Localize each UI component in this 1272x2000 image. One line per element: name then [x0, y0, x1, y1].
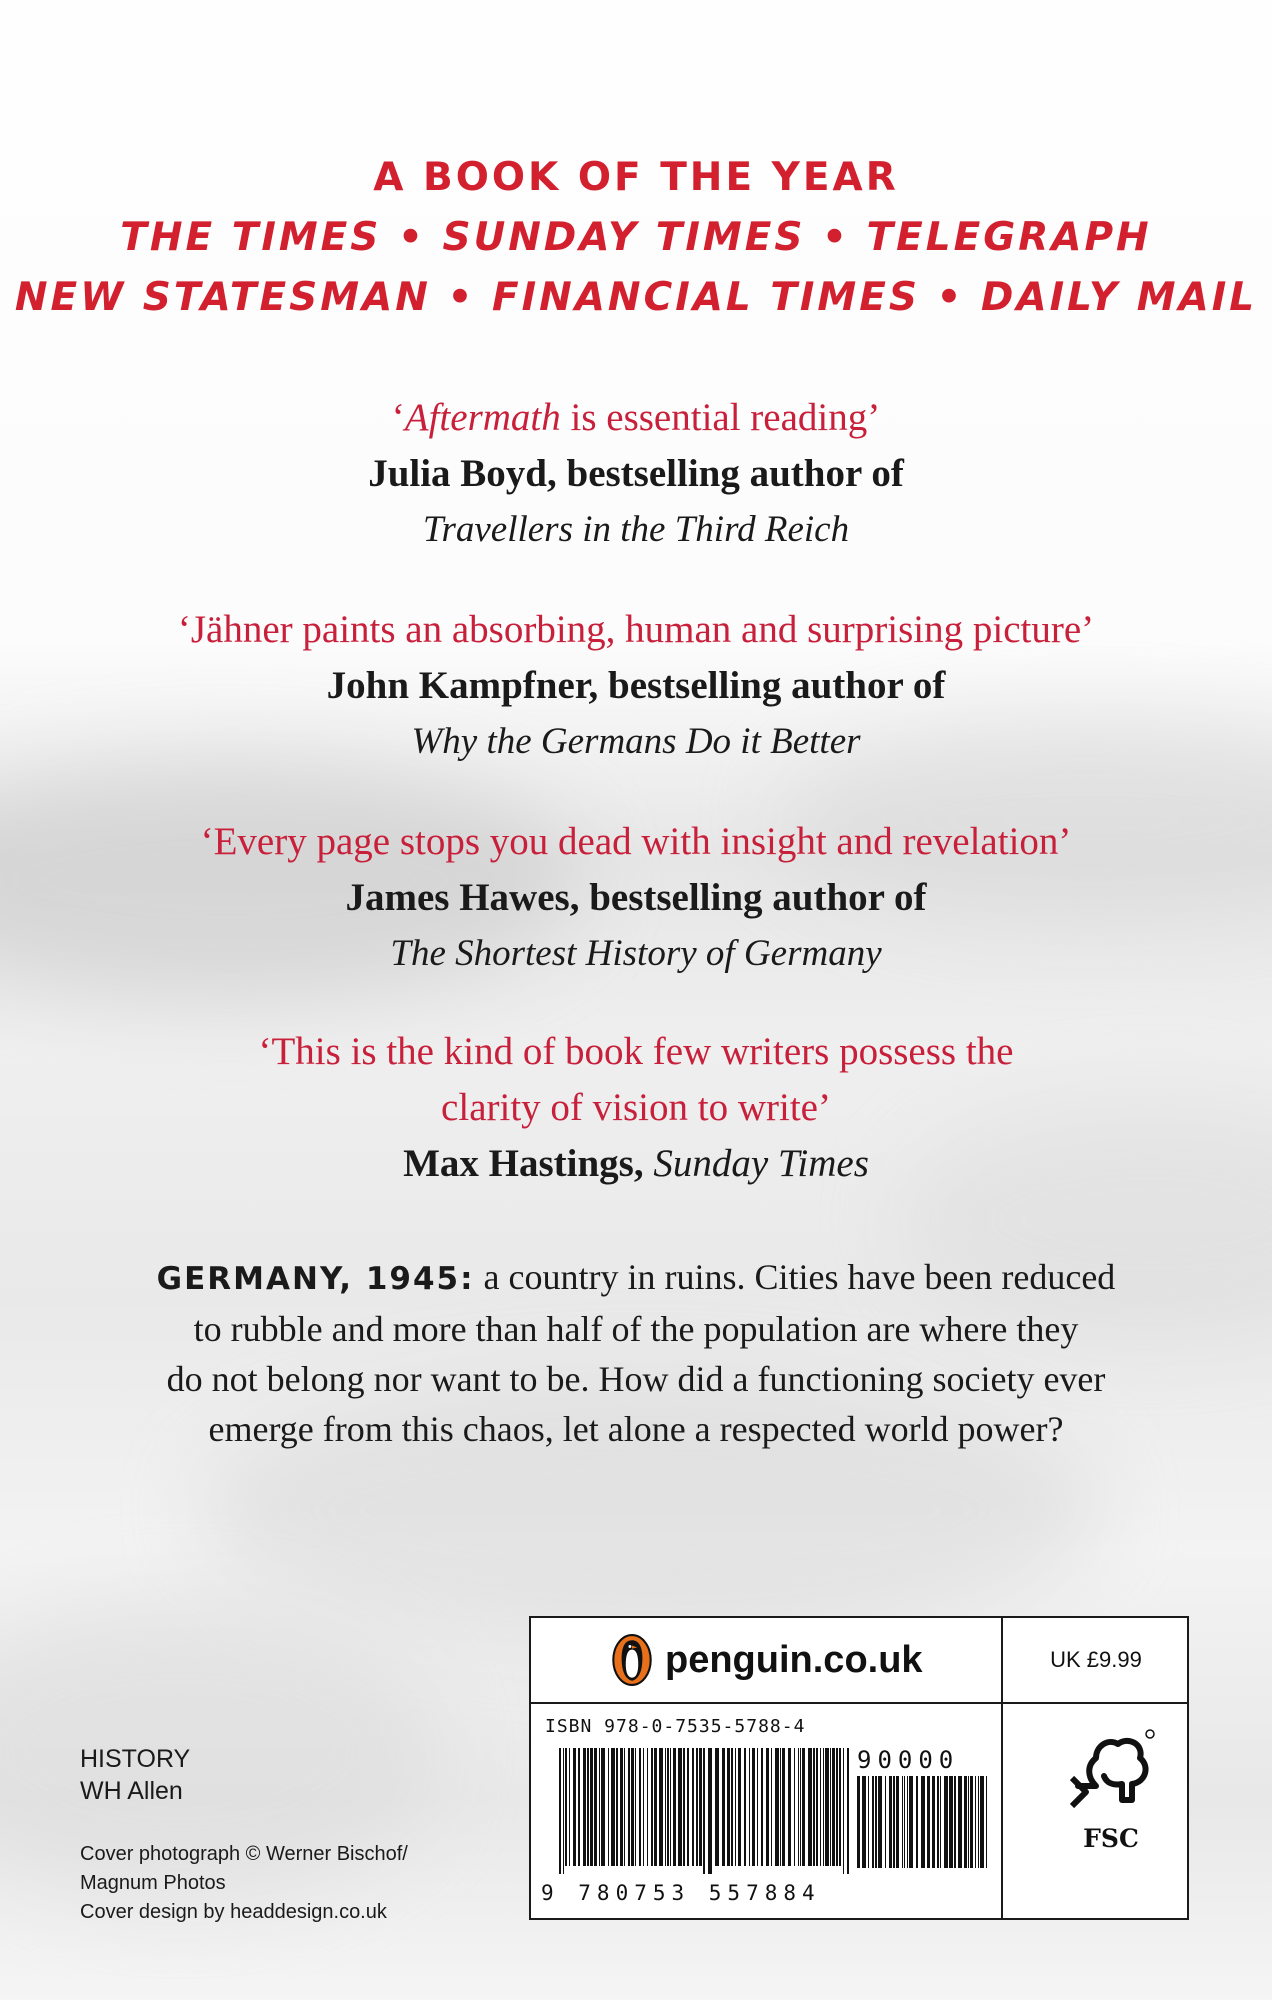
blurb-lead: GERMANY, 1945: [156, 1261, 475, 1297]
barcode-bar [608, 1748, 609, 1866]
barcode-bar [885, 1776, 886, 1868]
barcode-bar [708, 1748, 712, 1874]
barcode-bar [975, 1776, 976, 1868]
barcode-bar [771, 1748, 772, 1866]
credit-line: Magnum Photos [80, 1872, 226, 1894]
barcode-bar [958, 1776, 962, 1868]
barcode-bar [964, 1776, 967, 1868]
blurb [110, 1252, 1162, 1454]
isbn-text: ISBN 978-0-7535-5788-4 [545, 1716, 806, 1737]
barcode-bar [872, 1776, 874, 1868]
publisher-label: WH Allen [80, 1777, 183, 1805]
barcode-bar [830, 1748, 831, 1866]
review-quote [0, 1024, 1272, 1192]
credit-line: Cover design by headdesign.co.uk [80, 1901, 387, 1923]
barcode-bar [937, 1776, 939, 1868]
barcode-bar [954, 1776, 956, 1868]
penguin-website [611, 1632, 931, 1688]
barcode-bar [843, 1748, 844, 1874]
book-title: Aftermath [404, 396, 561, 439]
barcode-bar [820, 1748, 821, 1866]
quote-text: ‘Every page stops you dead with insight and revelation’ [200, 820, 1072, 863]
barcode-bar [904, 1776, 905, 1868]
barcode-bar [808, 1748, 812, 1866]
barcode-bar [916, 1776, 918, 1868]
barcode-bar [878, 1776, 882, 1868]
quote-work: The Shortest History of Germany [390, 933, 882, 974]
barcode-bar [921, 1776, 925, 1868]
blurb-text: to rubble and more than half of the population are where they [193, 1309, 1079, 1349]
barcode-bar [893, 1776, 895, 1868]
barcode-bar [673, 1748, 676, 1866]
penguin-logo-icon [611, 1633, 653, 1687]
barcode-bar [594, 1748, 597, 1866]
barcode-bar [587, 1748, 589, 1866]
barcode-bar [628, 1748, 630, 1866]
fsc-label: FSC [1083, 1824, 1139, 1853]
barcode-bar [731, 1748, 733, 1866]
quote-text: clarity of vision to write’ [441, 1086, 831, 1129]
barcode-bar [766, 1748, 769, 1866]
credit-line: Cover photograph © Werner Bischof/ [80, 1843, 408, 1865]
barcode-bar [862, 1776, 866, 1868]
barcode-bar [620, 1748, 623, 1866]
barcode-bar [601, 1748, 605, 1866]
review-quote: ‘Aftermath is essential reading’ Julia Boyd, bestselling author of Travellers in the Third Reich [0, 390, 1272, 558]
barcode-bar [635, 1748, 636, 1866]
barcode-bar [559, 1748, 561, 1874]
barcode-bar [703, 1748, 705, 1874]
barcode-bar [696, 1748, 698, 1866]
barcode-bar [857, 1776, 860, 1868]
barcode-bar [565, 1748, 567, 1866]
quote-text: is essential reading’ [560, 396, 881, 439]
barcode-bar [839, 1748, 841, 1866]
category-block [80, 1743, 190, 1807]
category-label: HISTORY [80, 1745, 191, 1773]
barcode-bar [752, 1748, 755, 1866]
quote-attribution: John Kampfner, bestselling author of [326, 664, 946, 707]
barcode-bar [907, 1776, 908, 1868]
price-label: UK £9.99 [1050, 1647, 1142, 1672]
barcode-bar [665, 1748, 666, 1866]
barcode-bar [949, 1776, 953, 1868]
quote-text: ‘Jähner paints an absorbing, human and surprising picture’ [177, 608, 1095, 651]
addon-digits: 90000 [857, 1746, 960, 1774]
review-quote [0, 814, 1272, 982]
barcode-bar [798, 1748, 799, 1866]
barcode-bar [715, 1748, 719, 1866]
barcode-bar [670, 1748, 671, 1866]
barcode-bar [813, 1748, 815, 1866]
barcode-bar [744, 1748, 746, 1866]
blurb-text: do not belong nor want to be. How did a functioning society ever [166, 1359, 1106, 1399]
barcode-bar [927, 1776, 930, 1868]
barcode-bar [757, 1748, 758, 1866]
barcode-bar [738, 1748, 741, 1866]
barcode-bar [590, 1748, 593, 1866]
review-quote [0, 602, 1272, 770]
barcode-bar [611, 1748, 615, 1866]
quote-attribution: Max Hastings, [403, 1142, 644, 1185]
barcode-bar [624, 1748, 625, 1866]
barcode-bar [678, 1748, 682, 1866]
fsc-logo [1051, 1726, 1171, 1886]
quote-text: ‘This is the kind of book few writers possess the [258, 1030, 1014, 1073]
barcode-bar [782, 1748, 785, 1866]
quote-attribution: Julia Boyd, bestselling author of [368, 452, 904, 495]
barcode-bar [616, 1748, 618, 1866]
barcode-bar [940, 1776, 941, 1868]
quote-attribution: James Hawes, bestselling author of [345, 876, 927, 919]
barcode-bar [794, 1748, 795, 1866]
barcode-bar [573, 1748, 576, 1866]
barcode-bar [583, 1748, 586, 1866]
barcode-bar [800, 1748, 801, 1866]
barcode-bar [788, 1748, 791, 1866]
quote-publication: Sunday Times [653, 1142, 869, 1185]
barcode-bar [836, 1748, 838, 1866]
barcode-bar [569, 1748, 570, 1866]
barcode-bar [932, 1776, 935, 1868]
barcode-bar [683, 1748, 685, 1866]
barcode-bar [889, 1776, 892, 1868]
barcode-bar [667, 1748, 669, 1866]
quote-work: Why the Germans Do it Better [411, 721, 861, 762]
blurb-text: a country in ruins. Cities have been reduced [474, 1257, 1116, 1297]
barcode-bar [909, 1776, 913, 1868]
barcode-bar [647, 1748, 648, 1866]
barcode-bars [559, 1748, 849, 1874]
book-of-year-banner [0, 155, 1272, 338]
award-line: A BOOK OF THE YEAR [373, 155, 899, 200]
award-publications-line: NEW STATESMAN • FINANCIAL TIMES • DAILY MAIL [14, 275, 1258, 320]
barcode-bar [775, 1748, 779, 1866]
barcode-bar [825, 1748, 829, 1866]
barcode-bar [749, 1748, 750, 1866]
blurb-text: emerge from this chaos, let alone a respected world power? [208, 1409, 1064, 1449]
barcode-bar [986, 1776, 987, 1868]
barcode-bar [659, 1748, 663, 1866]
barcode-digits: 9 780753 557884 [541, 1881, 821, 1905]
barcode-bar [563, 1748, 564, 1874]
barcode-bar [780, 1748, 781, 1866]
divider [531, 1702, 1187, 1704]
barcode-bar [847, 1748, 849, 1874]
barcode-bar [651, 1748, 653, 1866]
barcode-bar [735, 1748, 736, 1866]
barcode-bar [816, 1748, 818, 1866]
barcode-bar [980, 1776, 984, 1868]
barcode-bar [631, 1748, 634, 1866]
barcode-box [529, 1616, 1189, 1920]
barcode-bar [823, 1748, 824, 1866]
barcode-bar [970, 1776, 973, 1868]
cover-credits [80, 1840, 408, 1927]
barcode-bar [643, 1748, 644, 1866]
website-text: penguin.co.uk [665, 1638, 923, 1681]
barcode-bar [875, 1776, 877, 1868]
addon-barcode-bars [857, 1776, 987, 1876]
barcode-bar [722, 1748, 725, 1866]
barcode-bar [578, 1748, 580, 1866]
barcode-bar [968, 1776, 969, 1868]
quote-work: Travellers in the Third Reich [422, 509, 850, 550]
fsc-tree-icon [1066, 1726, 1156, 1822]
barcode-bar [639, 1748, 641, 1866]
barcode-bar [699, 1748, 702, 1866]
barcode-bar [868, 1776, 869, 1868]
barcode-bar [654, 1748, 657, 1866]
barcode-bar [687, 1748, 689, 1866]
barcode-bar [832, 1748, 835, 1866]
barcode-bar [896, 1776, 899, 1868]
barcode-bar [902, 1776, 903, 1868]
barcode-bar [727, 1748, 730, 1866]
barcode-bar [692, 1748, 694, 1866]
award-publications-line: THE TIMES • SUNDAY TIMES • TELEGRAPH [120, 215, 1152, 260]
barcode-bar [599, 1748, 600, 1866]
barcode-bar [944, 1776, 948, 1868]
barcode-bar [802, 1748, 805, 1866]
barcode-bar [761, 1748, 763, 1866]
barcode-bar [978, 1776, 979, 1868]
